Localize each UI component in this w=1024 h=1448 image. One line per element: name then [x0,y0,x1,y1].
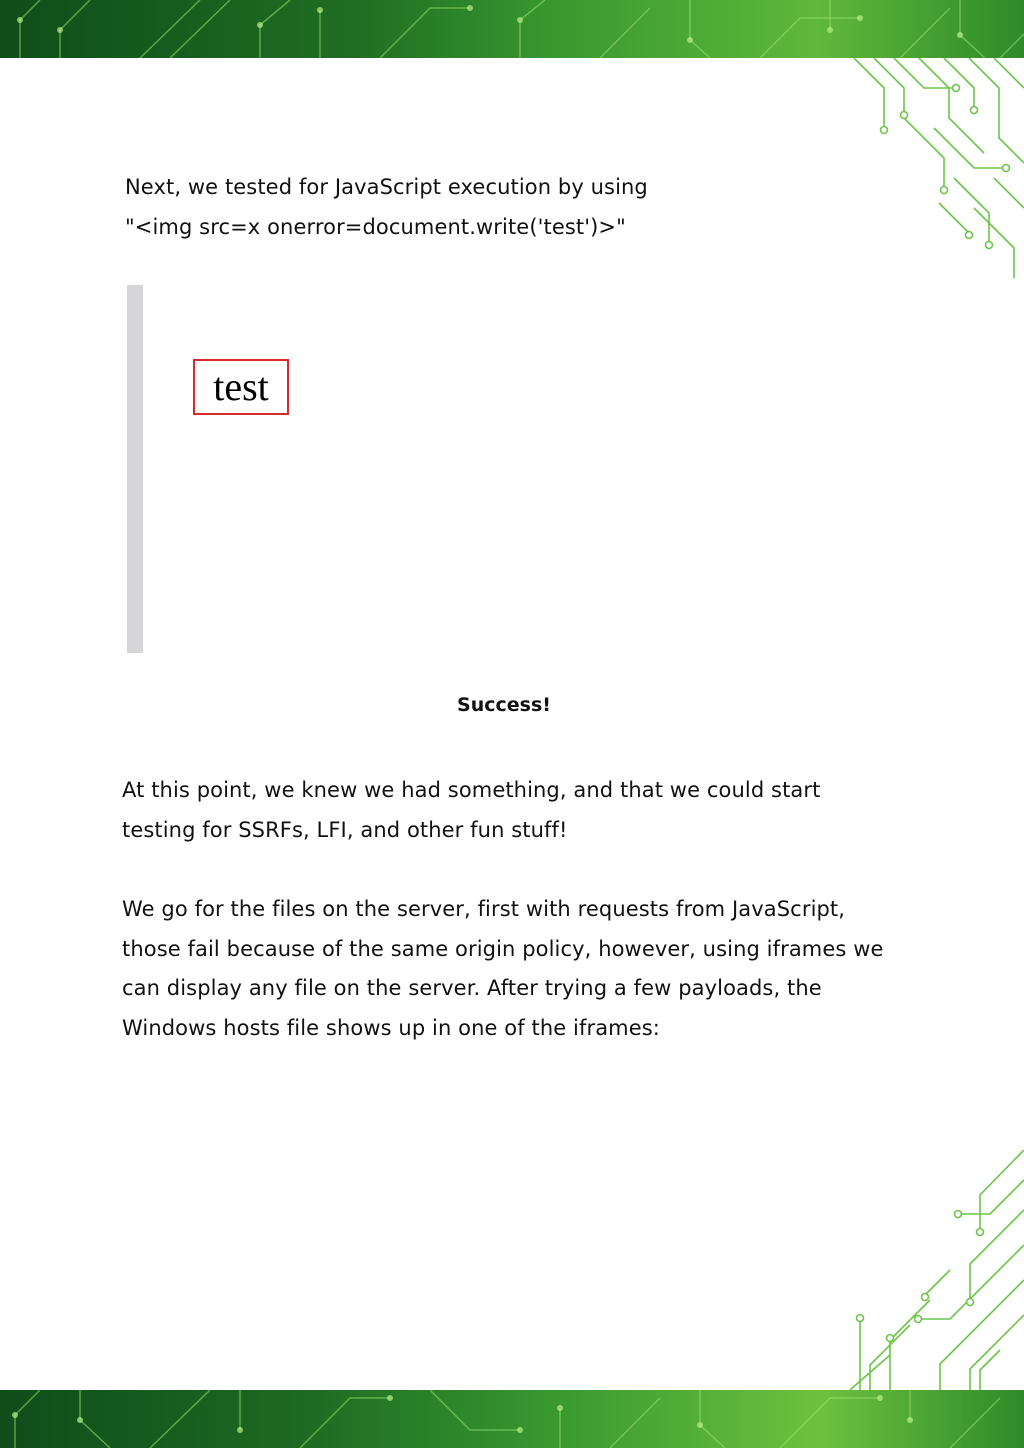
intro-line-1: Next, we tested for JavaScript execution by using [125,175,648,199]
footer-circuit-band [0,1390,1024,1448]
paragraph-discovery: At this point, we knew we had something, and that we could start testing for SSRFs, LFI, and other fun stuff! [122,778,821,842]
test-output-box: test [193,359,289,415]
screenshot-quote-bar [127,285,143,653]
paragraph-iframes: We go for the files on the server, first with requests from JavaScript, those fail because of the same origin policy, however, using iframes we can display any file on the server. After trying a few payloads, the Windows hosts file shows up in one of the iframes: [122,897,884,1040]
intro-text [125,168,895,247]
corner-circuit-bottom [830,1150,1024,1390]
figure-caption: Success! [457,694,551,716]
intro-payload-line: "<img src=x onerror=document.write('test')>" [125,214,626,239]
circuit-pattern-icon [0,0,1024,58]
header-circuit-band [0,0,1024,58]
circuit-pattern-icon [0,1390,1024,1448]
circuit-traces-icon [830,1150,1024,1390]
